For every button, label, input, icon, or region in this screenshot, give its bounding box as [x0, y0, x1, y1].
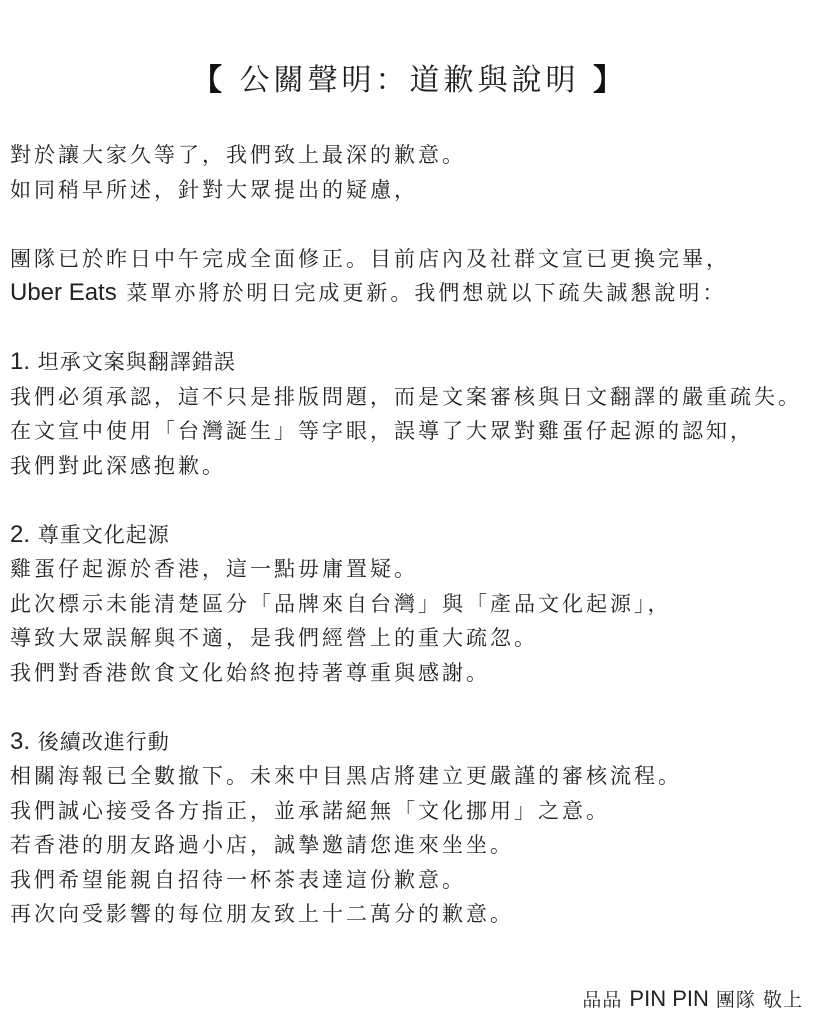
- signature-brand-latin: PIN PIN: [629, 986, 709, 1011]
- title-open-bracket: 【: [191, 63, 226, 98]
- section-line: 相關海報已全數撤下。未來中目黑店將建立更嚴謹的審核流程。: [10, 764, 682, 788]
- section-line: 我們對香港飲食文化始終抱持著尊重與感謝。: [10, 660, 490, 685]
- title-text: 公關聲明：道歉與說明: [239, 63, 580, 98]
- update-line: [10, 276, 815, 311]
- title-close-bracket: 】: [593, 63, 628, 98]
- section-line: 我們對此深感抱歉。: [10, 453, 226, 478]
- uber-eats-text: Uber Eats: [10, 279, 117, 306]
- paragraph-gap: [10, 690, 815, 725]
- intro-line: 對於讓大家久等了，我們致上最深的歉意。: [10, 143, 466, 167]
- signature-team: 團隊: [715, 989, 756, 1011]
- section-line: 雞蛋仔起源於香港，這一點毋庸置疑。: [10, 557, 418, 581]
- section-heading-text: 後續改進行動: [37, 729, 170, 754]
- section-line: 我們誠心接受各方指正，並承諾絕無「文化挪用」之意。: [10, 798, 610, 823]
- section-number: 3.: [10, 727, 31, 755]
- section-line: 再次向受影響的每位朋友致上十二萬分的歉意。: [10, 902, 514, 926]
- signature-closing: 敬上: [762, 989, 803, 1011]
- section-heading-text: 尊重文化起源: [37, 522, 170, 547]
- section-heading-text: 坦承文案與翻譯錯誤: [37, 350, 236, 374]
- paragraph-gap: [10, 483, 815, 518]
- section-heading-2: [10, 518, 815, 553]
- section-line: 我們必須承認，這不只是排版問題，而是文案審核與日文翻譯的嚴重疏失。: [10, 384, 802, 409]
- section-heading-3: [10, 725, 815, 760]
- paragraph-gap: [10, 207, 815, 242]
- update-line: 團隊已於昨日中午完成全面修正。目前店內及社群文宣已更換完畢，: [10, 246, 730, 271]
- section-line: 在文宣中使用「台灣誕生」等字眼，誤導了大眾對雞蛋仔起源的認知，: [10, 419, 754, 443]
- signature-brand-cjk: 品品: [582, 989, 623, 1011]
- update-line-rest: 菜單亦將於明日完成更新。我們想就以下疏失誠懇說明：: [116, 281, 727, 305]
- section-number: 2.: [10, 520, 31, 548]
- section-number: 1.: [10, 348, 31, 375]
- intro-line: 如同稍早所述，針對大眾提出的疑慮，: [10, 177, 418, 202]
- statement-body: [10, 138, 815, 932]
- paragraph-gap: [10, 311, 815, 346]
- section-line: 我們希望能親自招待一杯茶表達這份歉意。: [10, 867, 466, 892]
- section-line: 此次標示未能清楚區分「品牌來自台灣」與「產品文化起源」，: [10, 591, 672, 616]
- section-line: 導致大眾誤解與不適，是我們經營上的重大疏忽。: [10, 626, 538, 650]
- section-line: 若香港的朋友路過小店，誠摯邀請您進來坐坐。: [10, 833, 514, 857]
- section-heading-1: [10, 345, 815, 380]
- signature: [582, 984, 803, 1015]
- page-title: [0, 56, 819, 106]
